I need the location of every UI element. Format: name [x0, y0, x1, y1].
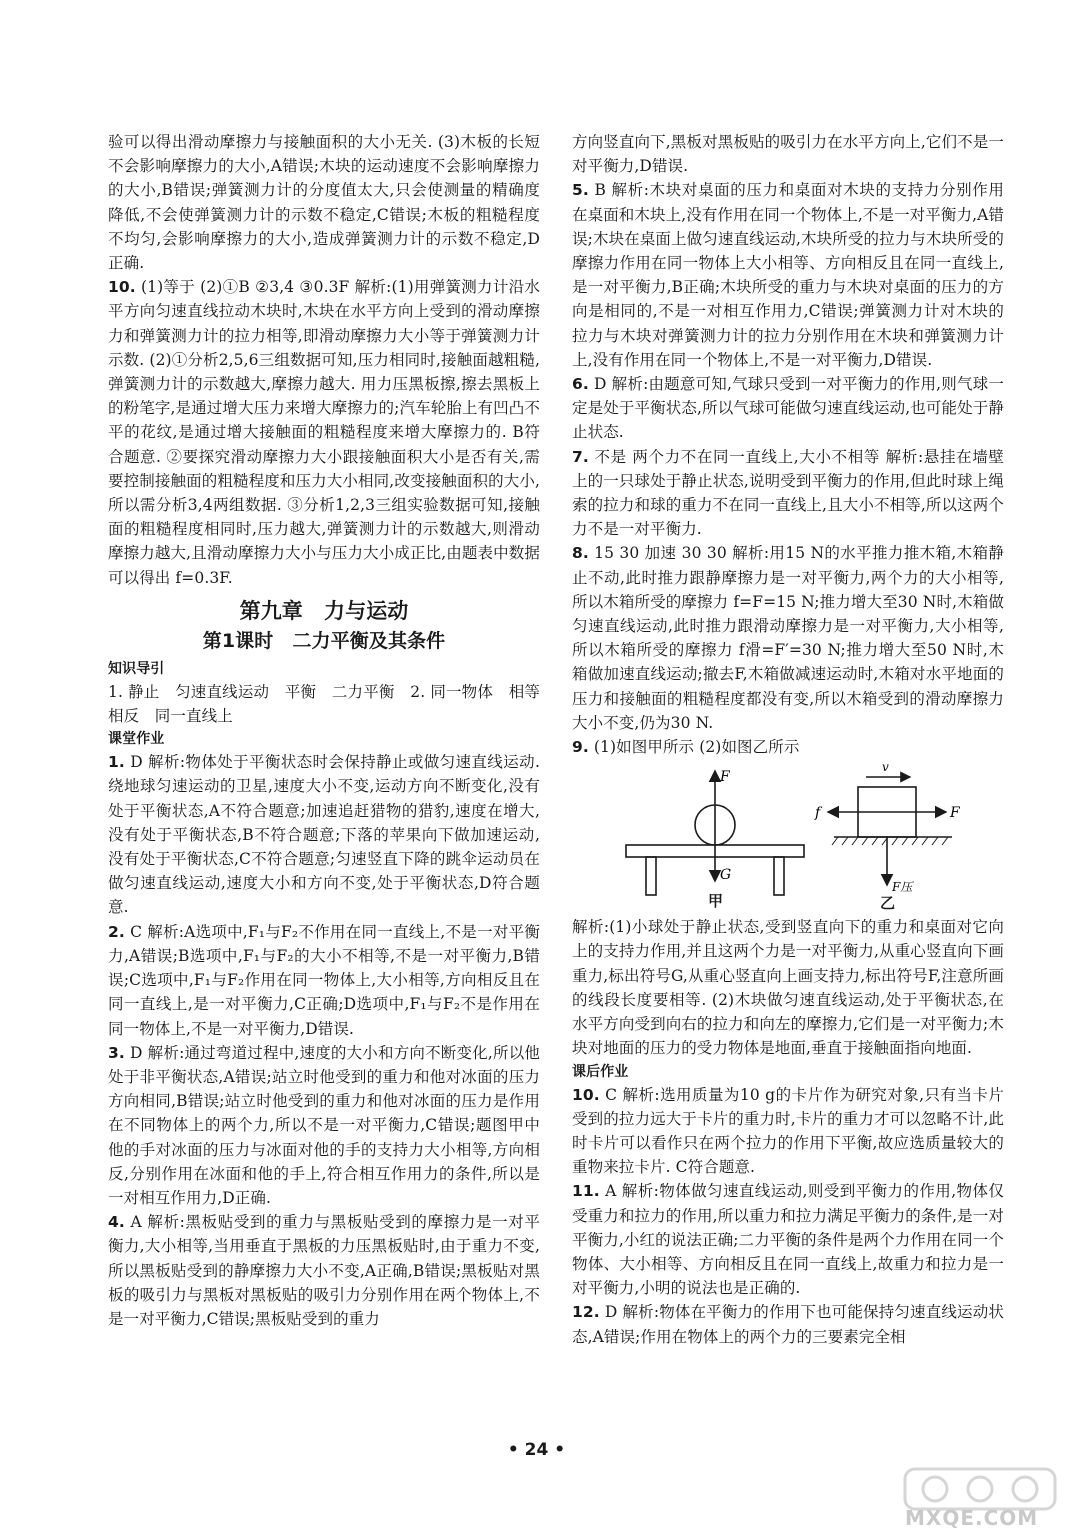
answer-text: D 解析:由题意可知,气球只受到一对平衡力的作用,则气球一定是处于平衡状态,所以气球可能做匀速直线运动,也可能处于静止状态.	[572, 375, 1004, 442]
question-number: 4.	[108, 1213, 125, 1232]
paragraph-continued: 方向竖直向下,黑板对黑板贴的吸引力在水平方向上,它们不是一对平衡力,D错误.	[572, 133, 1004, 176]
answer-10	[108, 275, 540, 590]
force-diagram-svg	[612, 761, 972, 911]
left-column	[108, 130, 556, 1331]
section-heading-classwork: 课堂作业	[108, 731, 165, 748]
label-F: F	[720, 769, 730, 786]
label-f: f	[815, 805, 821, 822]
answer-5	[572, 178, 1004, 372]
answer-7	[572, 445, 1004, 542]
question-number: 9.	[572, 738, 589, 757]
question-number: 6.	[572, 375, 589, 394]
answer-text: A 解析:物体做匀速直线运动,则受到平衡力的作用,物体仅受重力和拉力的作用,所以重力和拉力满足平衡力的条件,是一对平衡力,小红的说法正确;二力平衡的条件是两个力作用在同一个物体、大小相等、方向相反且在同一直线上,故重力和拉力是一对平衡力,小明的说法也是正确的.	[572, 1182, 1005, 1298]
answer-text: (1)等于 (2)①B ②3,4 ③0.3F 解析:(1)用弹簧测力计沿水平方向匀速直线拉动木块时,木块在水平方向上受到的滑动摩擦力和弹簧测力计的拉力相等,即滑动摩擦力大小等于弹簧测力计示数. (2)①分析2,5,6三组数据可知,压力相同时,接触面越粗糙,弹簧测力计的示数越大,摩擦力越大. 用力压黑板擦,擦去黑板上的粉笔字,是通过增大压力来增大摩擦力的;汽车轮胎上有凹凸不平的花纹,是通过增大接触面的粗糙程度来增大摩擦力的. B符合题意. ②要探究滑动摩擦力大小跟接触面积大小是否有关,需要控制接触面的粗糙程度和压力大小相同,改变接触面积的大小,所以需分析3,4两组数据. ③分析1,2,3三组实验数据可知,接触面的粗糙程度相同时,压力越大,弹簧测力计的示数越大,则滑动摩擦力越大,且滑动摩擦力大小与压力大小成正比,由题表中数据可以得出 f=0.3F.	[108, 278, 540, 587]
answer-2	[108, 920, 540, 1041]
answer-6	[572, 372, 1004, 445]
answer-text: D 解析:物体处于平衡状态时会保持静止或做匀速直线运动. 绕地球匀速运动的卫星,速度大小不变,运动方向不断变化,没有处于平衡状态,A不符合题意;加速追赶猎物的猎豹,速度在增大,没有处于平衡状态,B不符合题意;下落的苹果向下做加速运动,没有处于平衡状态,C不符合题意;匀速竖直下降的跳伞运动员在做匀速直线运动,速度大小和方向不变,处于平衡状态,D符合题意.	[108, 753, 541, 917]
force-diagrams	[572, 761, 1004, 911]
question-number: 8.	[572, 544, 589, 563]
right-column	[572, 130, 1004, 1349]
page-number: • 24 •	[507, 1440, 566, 1460]
section-heading-homework: 课后作业	[572, 1063, 629, 1080]
answer-4	[108, 1210, 540, 1331]
answer-12	[572, 1300, 1004, 1348]
answer-1	[108, 750, 540, 919]
answer-11	[572, 1179, 1004, 1300]
answer-text: 15 30 加速 30 30 解析:用15 N的水平推力推木箱,木箱静止不动,此时推力跟静摩擦力是一对平衡力,两个力的大小相等,所以木箱所受的摩擦力 f=F=15 N;推力增大至30 N时,木箱做匀速直线运动,此时推力跟滑动摩擦力是一对平衡力,大小相等,所以木箱所受的摩擦力 f滑=F′=30 N;推力增大至50 N时,木箱做加速直线运动;撤去F,木箱做减速运动时,木箱对水平地面的压力和接触面的粗糙程度都没有变,所以木箱受到的滑动摩擦力大小不变,仍为30 N.	[572, 544, 1004, 732]
answer-9	[572, 735, 1004, 759]
figure-label-yi: 乙	[880, 894, 896, 913]
answer-text: 不是 两个力不在同一直线上,大小不相等 解析:悬挂在墙壁上的一只球处于静止状态,说明受到平衡力的作用,但此时球上绳索的拉力和球的重力不在同一直线上,且大小不相等,所以这两个力不是一对平衡力.	[572, 447, 1004, 539]
answer-3	[108, 1041, 540, 1210]
answer-text: C 解析:选用质量为10 g的卡片作为研究对象,只有当卡片受到的拉力远大于卡片的重力时,卡片的重力才可以忽略不计,此时卡片可以看作只在两个拉力的作用下平衡,故应选质量较大的重物来拉卡片. C符合题意.	[572, 1085, 1004, 1177]
answer-text: B 解析:木块对桌面的压力和桌面对木块的支持力分别作用在桌面和木块上,没有作用在同一个物体上,不是一对平衡力,A错误;木块在桌面上做匀速直线运动,木块所受的拉力与木块所受的摩擦力作用在同一物体上大小相等、方向相反且在同一直线上,是一对平衡力,B正确;木块所受的重力与木块对桌面的压力的方向是相同的,不是一对相互作用力,C错误;弹簧测力计对木块的拉力与木块对弹簧测力计的拉力分别作用在木块和弹簧测力计上,没有作用在同一个物体上,不是一对平衡力,D错误.	[572, 181, 1004, 369]
answer-text: A 解析:黑板贴受到的重力与黑板贴受到的摩擦力是一对平衡力,大小相等,当用垂直于黑板的力压黑板贴时,由于重力不变,所以黑板贴受到的静摩擦力大小不变,A正确,B错误;黑板贴对黑板的吸引力与黑板对黑板贴的吸引力分别作用在两个物体上,不是一对平衡力,C错误;黑板贴受到的重力	[108, 1213, 541, 1328]
figure-yi	[814, 761, 961, 894]
paragraph-continued: 验可以得出滑动摩擦力与接触面积的大小无关. (3)木板的长短不会影响摩擦力的大小,A错误;木块的运动速度不会影响摩擦力的大小,B错误;弹簧测力计的分度值太大,只会使测量的精确度降低,不会使弹簧测力计的示数不稳定,C错误;木板的粗糙程度不均匀,会影响摩擦力的大小,造成弹簧测力计的示数不稳定,D正确.	[108, 133, 540, 273]
label-G: G	[720, 867, 732, 884]
label-v: v	[882, 761, 889, 775]
label-F-ya: F压	[892, 880, 913, 895]
question-number: 3.	[108, 1043, 125, 1062]
question-number: 10.	[572, 1085, 600, 1104]
answer-text: D 解析:通过弯道过程中,速度的大小和方向不断变化,所以他处于非平衡状态,A错误;站立时他受到的重力和他对冰面的压力方向相同,B错误;站立时他受到的重力和他对冰面的压力是作用在不同物体上的两个力,所以不是一对平衡力,C错误;题图甲中他的手对冰面的压力与冰面对他的手的支持力大小相等,方向相反,分别作用在冰面和他的手上,符合相互作用力的条件,所以是一对相互作用力,D正确.	[108, 1043, 540, 1207]
label-F-right: F	[950, 805, 960, 822]
lesson-title: 第1课时 二力平衡及其条件	[202, 629, 446, 652]
question-number: 12.	[572, 1303, 600, 1322]
question-number: 1.	[108, 753, 125, 772]
question-number: 11.	[572, 1182, 600, 1201]
guide-answers: 1. 静止 匀速直线运动 平衡 二力平衡 2. 同一物体 相等 相反 同一直线上	[108, 682, 556, 726]
answer-8	[572, 541, 1004, 735]
answer-text: C 解析:A选项中,F₁与F₂不作用在同一直线上,不是一对平衡力,A错误;B选项中,F₁与F₂的大小不相等,不是一对平衡力,B错误;C选项中,F₁与F₂作用在同一物体上,大小相等,方向相反且在同一直线上,是一对平衡力,C正确;D选项中,F₁与F₂不是作用在同一物体上,不是一对平衡力,D错误.	[108, 922, 540, 1038]
answer-text: (1)如图甲所示 (2)如图乙所示	[593, 738, 800, 757]
watermark-text: MXQE.COM	[905, 1506, 1039, 1530]
section-heading-guide: 知识导引	[108, 660, 165, 677]
chapter-title: 第九章 力与运动	[239, 598, 409, 623]
answer-text: D 解析:物体在平衡力的作用下也可能保持匀速直线运动状态,A错误;作用在物体上的两个力的三要素完全相	[572, 1303, 1005, 1346]
figure-label-jia: 甲	[708, 892, 724, 911]
question-number: 10.	[108, 278, 136, 297]
question-number: 2.	[108, 922, 125, 941]
answer-9-analysis: 解析:(1)小球处于静止状态,受到竖直向下的重力和桌面对它向上的支持力作用,并且这两个力是一对平衡力,从重心竖直向下画重力,标出符号G,从重心竖直向上画支持力,标出符号F,注意所画的线段长度要相等. (2)木块做匀速直线运动,处于平衡状态,在水平方向受到向右的拉力和向左的摩擦力,它们是一对平衡力;木块对地面的压力的受力物体是地面,垂直于接触面指向地面.	[572, 918, 1004, 1058]
question-number: 5.	[572, 181, 589, 200]
figure-jia	[626, 769, 804, 895]
question-number: 7.	[572, 447, 589, 466]
answer-10-homework	[572, 1083, 1004, 1180]
